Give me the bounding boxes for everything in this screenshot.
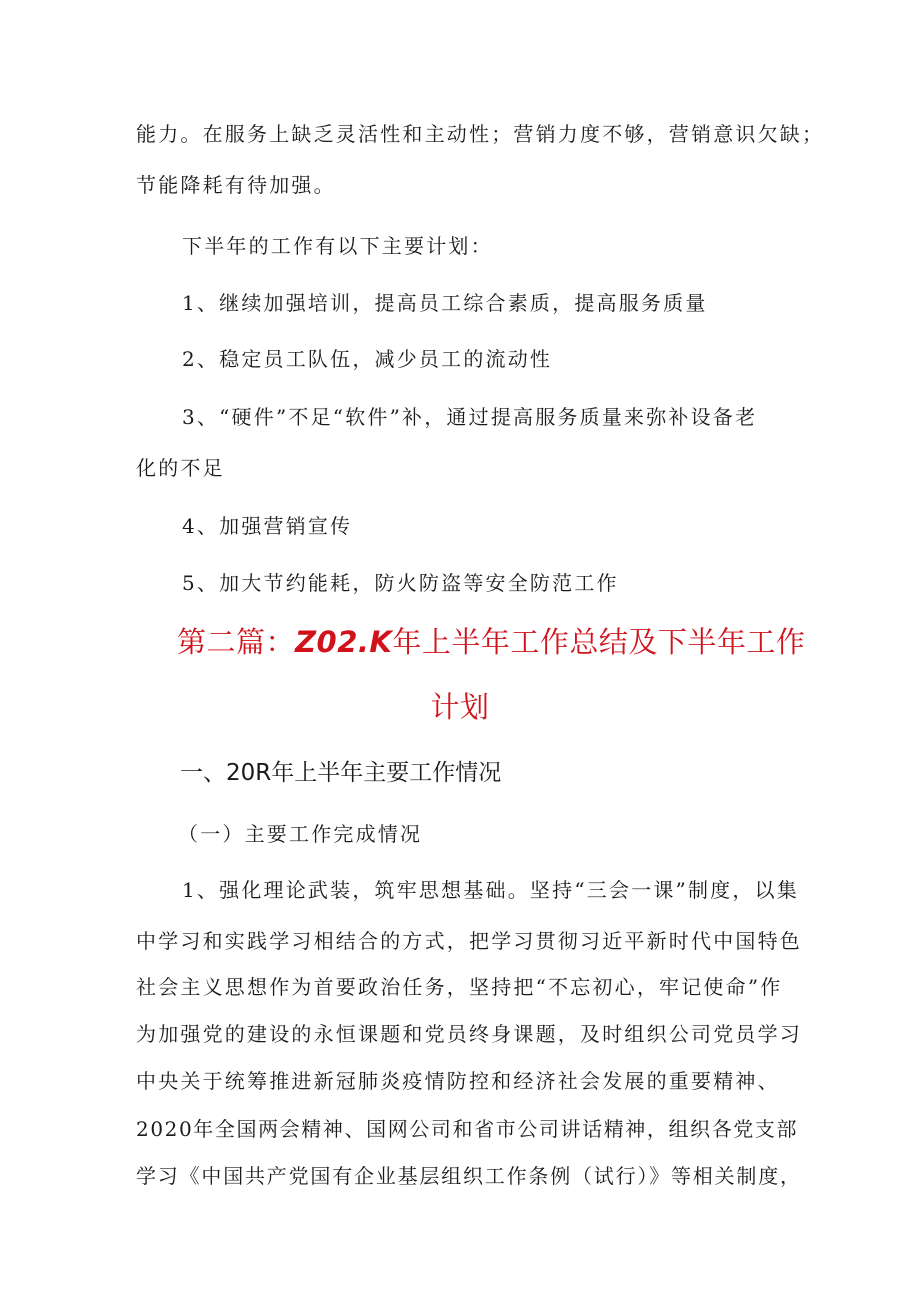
body-line: 为加强党的建设的永恒课题和党员终身课题，及时组织公司党员学习 <box>136 1022 802 1046</box>
heading-suffix: 年上半年工作总结及下半年工作 <box>392 625 806 659</box>
plan-item-continued: 化的不足 <box>136 456 225 480</box>
heading-number: Z02.K <box>295 625 393 659</box>
body-line: 2020年全国两会精神、国网公司和省市公司讲话精神，组织各党支部 <box>136 1117 799 1141</box>
body-line: 社会主义思想作为首要政治任务，坚持把“不忘初心，牢记使命”作 <box>136 975 783 999</box>
chapter-heading <box>0 620 920 661</box>
paragraph-line: 能力。在服务上缺乏灵活性和主动性；营销力度不够，营销意识欠缺； <box>136 122 825 146</box>
plan-item: 5、加大节约能耗，防火防盗等安全防范工作 <box>182 571 619 595</box>
heading-prefix: 第二篇： <box>177 625 296 659</box>
plan-item: 2、稳定员工队伍，减少员工的流动性 <box>182 347 553 371</box>
body-line: 中央关于统筹推进新冠肺炎疫情防控和经济社会发展的重要精神、 <box>136 1069 780 1093</box>
plan-intro: 下半年的工作有以下主要计划： <box>182 234 493 258</box>
plan-item: 4、加强营销宣传 <box>182 514 353 538</box>
subsection-title: （一）主要工作完成情况 <box>178 822 423 846</box>
paragraph-line: 节能降耗有待加强。 <box>136 173 336 197</box>
body-line: 学习《中国共产党国有企业基层组织工作条例（试行）》等相关制度， <box>136 1164 802 1188</box>
chapter-heading-line2: 计划 <box>430 690 490 724</box>
plan-item: 3、“硬件”不足“软件”补，通过提高服务质量来弥补设备老 <box>182 405 758 429</box>
plan-item: 1、继续加强培训，提高员工综合素质，提高服务质量 <box>182 291 708 315</box>
section-title: 一、20R年上半年主要工作情况 <box>180 760 502 786</box>
body-line: 中学习和实践学习相结合的方式，把学习贯彻习近平新时代中国特色 <box>136 929 802 953</box>
body-line: 1、强化理论武装，筑牢思想基础。坚持“三会一课”制度，以集 <box>182 878 799 902</box>
